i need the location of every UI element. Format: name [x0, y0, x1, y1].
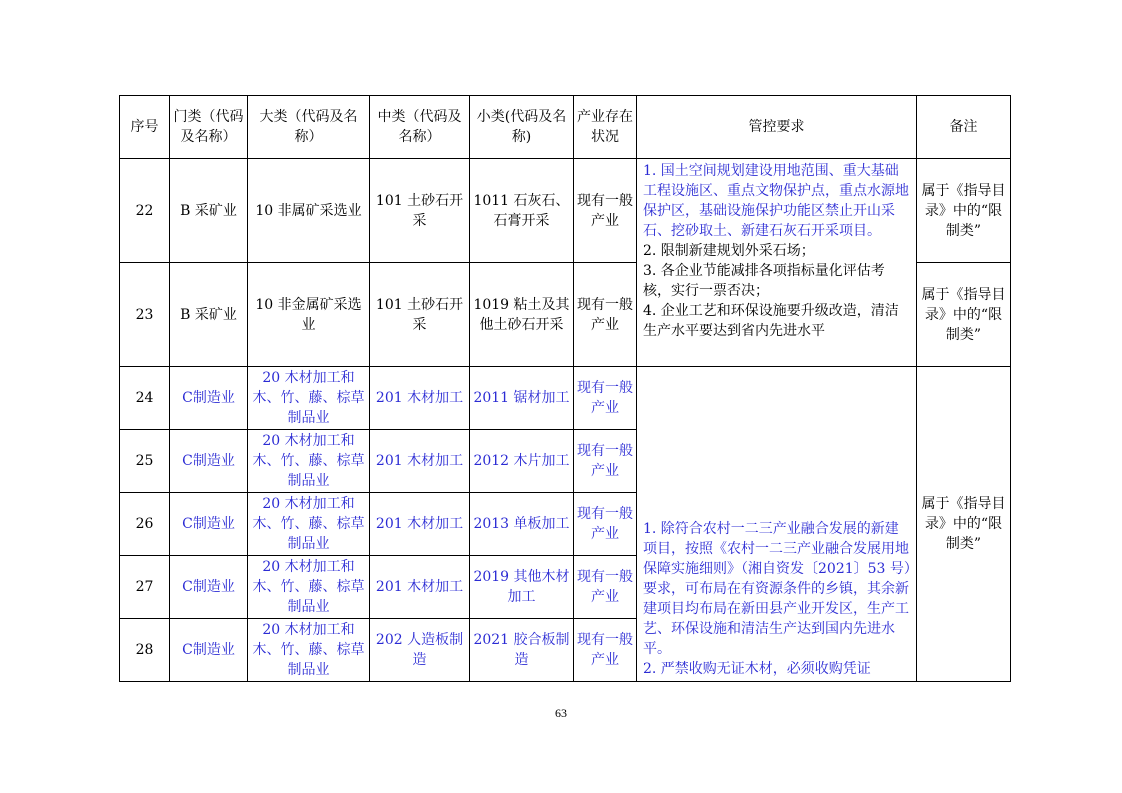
control-item: 2. 严禁收购无证木材，必须收购凭证: [643, 661, 871, 677]
cell-section: C制造业: [170, 493, 248, 556]
cell-division: 20 木材加工和木、竹、藤、棕草制品业: [248, 619, 370, 682]
cell-division: 20 木材加工和木、竹、藤、棕草制品业: [248, 430, 370, 493]
cell-remark: 属于《指导目录》中的“限制类”: [917, 367, 1011, 682]
cell-class: 1011 石灰石、石膏开采: [470, 159, 574, 263]
header-row: [120, 96, 1011, 159]
cell-status: 现有一般产业: [574, 430, 637, 493]
cell-seq: 25: [120, 430, 170, 493]
cell-class: 2019 其他木材加工: [470, 556, 574, 619]
header-class: 小类(代码及名称): [470, 96, 574, 159]
cell-status: 现有一般产业: [574, 367, 637, 430]
control-item: 3. 各企业节能减排各项指标量化评估考核，实行一票否决；: [643, 263, 885, 299]
cell-status: 现有一般产业: [574, 159, 637, 263]
cell-group: 101 土砂石开采: [370, 263, 470, 367]
header-status: 产业存在状况: [574, 96, 637, 159]
header-seq: 序号: [120, 96, 170, 159]
page-number: 63: [555, 706, 567, 720]
cell-seq: 24: [120, 367, 170, 430]
cell-status: 现有一般产业: [574, 556, 637, 619]
cell-class: 2021 胶合板制造: [470, 619, 574, 682]
cell-section: C制造业: [170, 619, 248, 682]
cell-class: 2011 锯材加工: [470, 367, 574, 430]
cell-division: 10 非属矿采选业: [248, 159, 370, 263]
cell-status: 现有一般产业: [574, 493, 637, 556]
cell-remark: 属于《指导目录》中的“限制类”: [917, 159, 1011, 263]
cell-group: 101 土砂石开采: [370, 159, 470, 263]
cell-division: 20 木材加工和木、竹、藤、棕草制品业: [248, 556, 370, 619]
control-item: 4. 企业工艺和环保设施要升级改造，清洁生产水平要达到省内先进水平: [643, 303, 899, 339]
cell-section: C制造业: [170, 430, 248, 493]
table-row: [120, 367, 1011, 430]
cell-seq: 22: [120, 159, 170, 263]
cell-seq: 26: [120, 493, 170, 556]
cell-seq: 28: [120, 619, 170, 682]
restriction-table: [119, 95, 1011, 682]
cell-group: 201 木材加工: [370, 430, 470, 493]
cell-division: 10 非金属矿采选业: [248, 263, 370, 367]
cell-group: 201 木材加工: [370, 556, 470, 619]
cell-group: 201 木材加工: [370, 367, 470, 430]
cell-remark: 属于《指导目录》中的“限制类”: [917, 263, 1011, 367]
cell-section: B 采矿业: [170, 159, 248, 263]
cell-class: 2012 木片加工: [470, 430, 574, 493]
cell-seq: 23: [120, 263, 170, 367]
control-requirements-mining: [637, 159, 917, 367]
cell-section: B 采矿业: [170, 263, 248, 367]
header-group: 中类（代码及名称）: [370, 96, 470, 159]
cell-class: 2013 单板加工: [470, 493, 574, 556]
header-remark: 备注: [917, 96, 1011, 159]
table-row: [120, 159, 1011, 263]
cell-section: C制造业: [170, 367, 248, 430]
cell-group: 202 人造板制造: [370, 619, 470, 682]
cell-class: 1019 粘土及其他土砂石开采: [470, 263, 574, 367]
control-item: 2. 限制新建规划外采石场；: [643, 243, 815, 259]
cell-division: 20 木材加工和木、竹、藤、棕草制品业: [248, 367, 370, 430]
control-item: 1. 除符合农村一二三产业融合发展的新建项目，按照《农村一二三产业融合发展用地保障实施细则》（湘自资发〔2021〕53 号）要求，可布局在有资源条件的乡镇，其余新建项目均布局在新田县产业开发区，生产工艺、环保设施和清洁生产达到国内先进水平。: [643, 521, 911, 657]
control-requirements-wood: [637, 367, 917, 682]
cell-section: C制造业: [170, 556, 248, 619]
cell-status: 现有一般产业: [574, 263, 637, 367]
control-item: 1. 国土空间规划建设用地范围、重大基础工程设施区、重点文物保护点，重点水源地保护区，基础设施保护功能区禁止开山采石、挖砂取土、新建石灰石开采项目。: [643, 163, 909, 239]
header-control: 管控要求: [637, 96, 917, 159]
cell-status: 现有一般产业: [574, 619, 637, 682]
header-section: 门类（代码及名称）: [170, 96, 248, 159]
header-division: 大类（代码及名称）: [248, 96, 370, 159]
cell-group: 201 木材加工: [370, 493, 470, 556]
cell-seq: 27: [120, 556, 170, 619]
cell-division: 20 木材加工和木、竹、藤、棕草制品业: [248, 493, 370, 556]
